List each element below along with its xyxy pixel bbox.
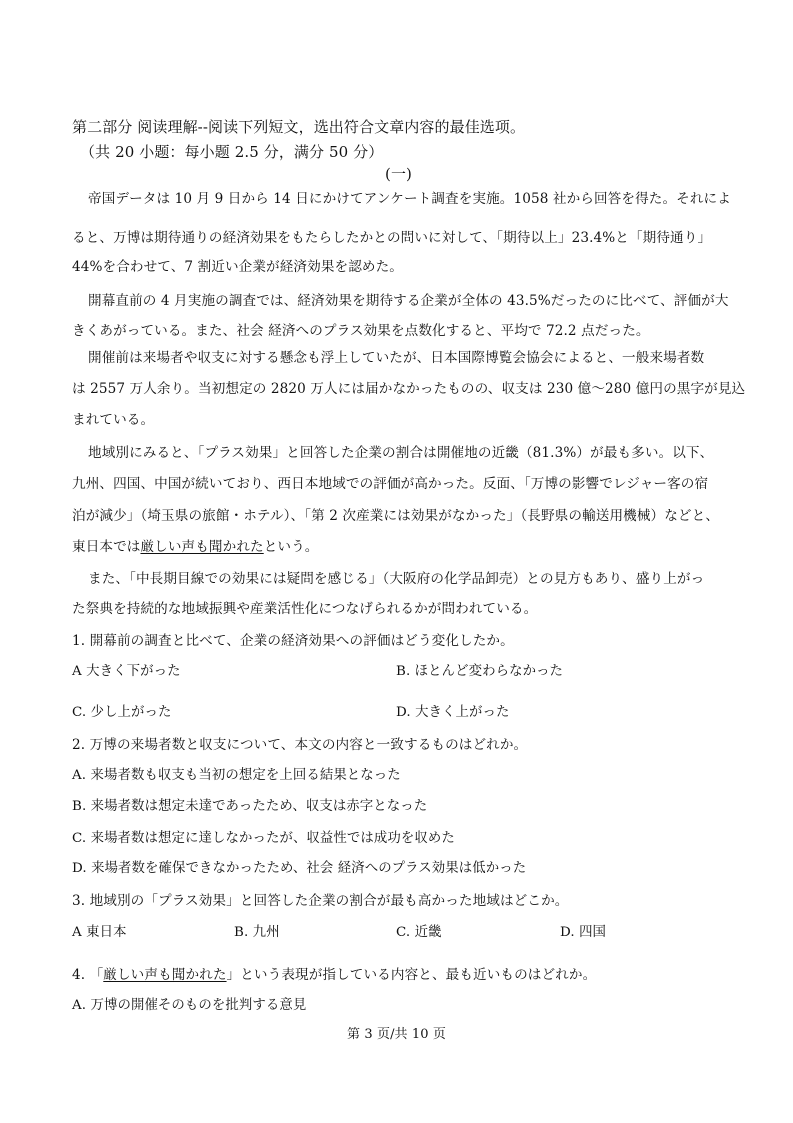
passage-line: 九州、四国、中国が続いており、西日本地域での評価が高かった。反面、「万博の影響でレジャー客の宿 <box>72 476 709 492</box>
passage-line: 泊が減少」（埼玉県の旅館・ホテル）、「第 2 次産業には効果がなかった」（長野県の輸送用機械）などと、 <box>72 508 720 524</box>
question-1-stem: 1. 開幕前の調査と比べて、企業の経済効果への評価はどう変化したか。 <box>72 633 514 649</box>
q1-option-a: A 大きく下がった <box>72 664 181 679</box>
q1-option-b: B. ほとんど変わらなかった <box>396 664 564 679</box>
q2-option-b: B. 来場者数は想定未達であったため、収支は赤字となった <box>72 799 428 814</box>
question-4-stem <box>72 966 596 984</box>
question-text: 4. 「 <box>72 967 104 983</box>
section-title: 第二部分 阅读理解--阅读下列短文，选出符合文章内容的最佳选项。 <box>72 118 526 136</box>
passage-line: 開催前は来場者や収支に対する懸念も浮上していたが、日本国際博覧会協会によると、一般来場者数 <box>88 350 705 366</box>
passage-line: 44%を合わせて、7 割近い企業が経済効果を認めた。 <box>72 259 403 275</box>
q1-option-d: D. 大きく上がった <box>396 705 510 720</box>
q3-option-d: D. 四国 <box>560 925 607 940</box>
passage-text: 東日本では <box>72 539 141 555</box>
passage-line: また、「中長期目線での効果には疑問を感じる」（大阪府の化学品卸売）との見方もあり、盛り上がっ <box>88 571 705 587</box>
underlined-phrase: 厳しい声も聞かれた <box>140 539 264 555</box>
underlined-phrase: 厳しい声も聞かれた <box>103 967 227 983</box>
passage-line <box>72 538 319 556</box>
q2-option-c: C. 来場者数は想定に達しなかったが、収益性では成功を収めた <box>72 831 455 846</box>
passage-line: きくあがっている。また、社会 経済へのプラス効果を点数化すると、平均で 72.2 点だった。 <box>72 323 650 339</box>
passage-line: ると、万博は期待通りの経済効果をもたらしたかとの問いに対して、「期待以上」23.4%と「期待通り」 <box>72 230 712 246</box>
passage-label: (一) <box>385 165 413 183</box>
page-number: 第 3 页/共 10 页 <box>347 1027 446 1042</box>
q2-option-d: D. 来場者数を確保できなかったため、社会 経済へのプラス効果は低かった <box>72 861 527 876</box>
passage-line: まれている。 <box>72 412 155 428</box>
q1-option-c: C. 少し上がった <box>72 705 172 720</box>
q3-option-a: A 東日本 <box>72 925 127 940</box>
q3-option-c: C. 近畿 <box>396 925 442 940</box>
passage-line: 開幕直前の 4 月実施の調査では、経済効果を期待する企業が全体の 43.5%だったのに比べて、評価が大 <box>88 293 729 309</box>
question-2-stem: 2. 万博の来場者数と収支について、本文の内容と一致するものはどれか。 <box>72 737 528 753</box>
q4-option-a: A. 万博の開催そのものを批判する意見 <box>72 998 307 1013</box>
section-scoring: （共 20 小题：每小题 2.5 分，满分 50 分） <box>80 143 384 161</box>
passage-line: 帝国データは 10 月 9 日から 14 日にかけてアンケート調査を実施。1058 社から回答を得た。それによ <box>88 191 731 207</box>
passage-line: は 2557 万人余り。当初想定の 2820 万人には届かなかったものの、収支は 230 億～280 億円の黒字が見込 <box>72 381 746 397</box>
passage-line: た祭典を持続的な地域振興や産業活性化につなげられるかが問われている。 <box>72 601 538 617</box>
q2-option-a: A. 来場者数も収支も当初の想定を上回る結果となった <box>72 768 401 783</box>
q3-option-b: B. 九州 <box>234 925 280 940</box>
question-3-stem: 3. 地域別の「プラス効果」と回答した企業の割合が最も高かった地域はどこか。 <box>72 893 569 909</box>
passage-line: 地域別にみると、「プラス効果」と回答した企業の割合は開催地の近畿（81.3%）が最も多い。以下、 <box>88 445 714 461</box>
question-text: 」という表現が指している内容と、最も近いものはどれか。 <box>226 967 597 983</box>
passage-text: という。 <box>263 539 319 555</box>
